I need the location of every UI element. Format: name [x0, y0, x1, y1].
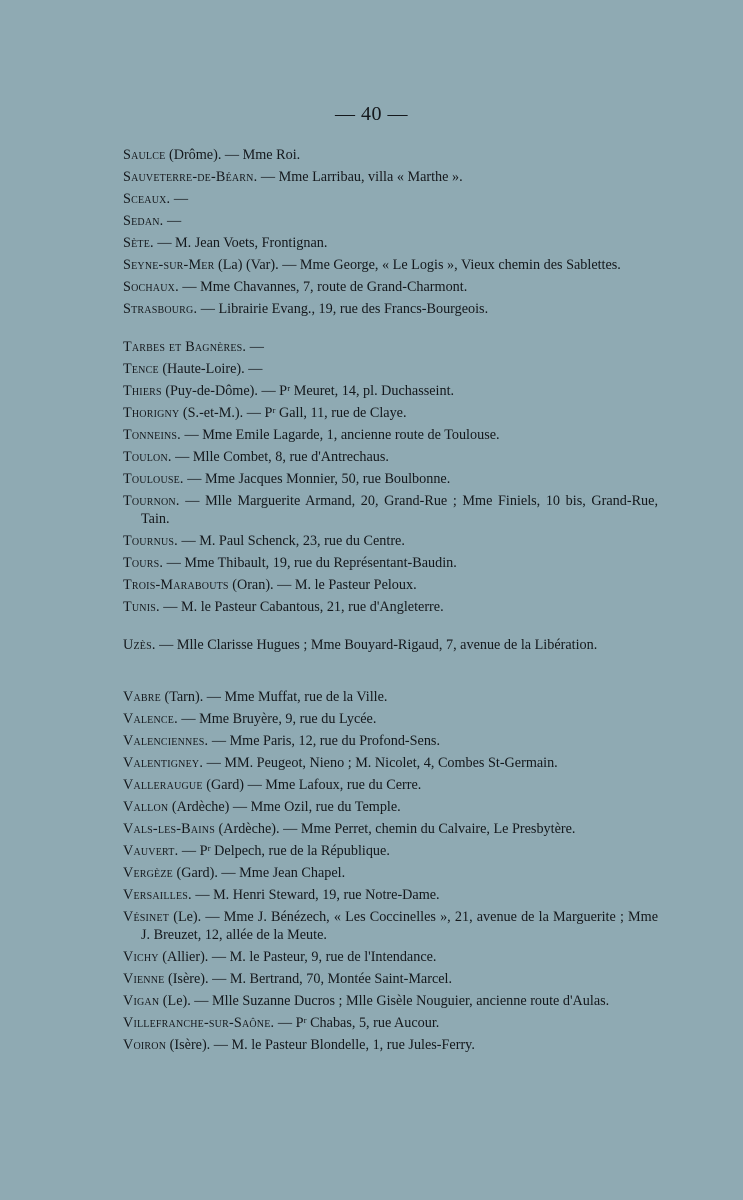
entry-details: — Mme Larribau, villa « Marthe ». — [257, 169, 463, 185]
entry-details: (Ardèche) — Mme Ozil, rue du Temple. — [168, 799, 401, 815]
directory-entry — [123, 256, 658, 274]
place-name: Saulce — [123, 147, 166, 163]
entry-details: (Le). — Mme J. Bénézech, « Les Coccinelles », 21, avenue de la Marguerite ; Mme J. Breuzet, 12, allée de la Meute. — [141, 909, 658, 943]
place-name: Sète. — [123, 235, 154, 251]
directory-entry — [123, 448, 658, 466]
entry-details: (S.-et-M.). — Pʳ Gall, 11, rue de Claye. — [179, 405, 407, 421]
place-name: Sauveterre-de-Béarn. — [123, 169, 258, 185]
directory-entry — [123, 820, 658, 838]
entry-details: — M. Paul Schenck, 23, rue du Centre. — [177, 533, 405, 549]
directory-entry — [123, 776, 658, 794]
place-name: Valence. — [123, 711, 178, 727]
place-name: Tonneins. — [123, 427, 181, 443]
entry-details: (Oran). — M. le Pasteur Peloux. — [228, 577, 417, 593]
entry-details: — M. le Pasteur Cabantous, 21, rue d'Angleterre. — [159, 599, 444, 615]
directory-entry — [123, 426, 658, 444]
place-name: Vauvert. — [123, 843, 179, 859]
place-name: Tournon. — [123, 493, 180, 509]
directory-entry — [123, 992, 658, 1010]
entry-details: — Mme Jacques Monnier, 50, rue Boulbonne. — [183, 471, 451, 487]
place-name: Valentigney. — [123, 755, 204, 771]
directory-entry — [123, 146, 658, 164]
directory-entry — [123, 754, 658, 772]
entry-details: — Mme Bruyère, 9, rue du Lycée. — [177, 711, 377, 727]
entry-details: (Gard). — Mme Jean Chapel. — [172, 865, 346, 881]
place-name: Thiers — [123, 383, 162, 399]
entry-details: — Mlle Marguerite Armand, 20, Grand-Rue ; Mme Finiels, 10 bis, Grand-Rue, Tain. — [141, 493, 658, 527]
entry-details: — Librairie Evang., 19, rue des Francs-Bourgeois. — [197, 301, 489, 317]
directory-list — [123, 146, 658, 1058]
place-name: Vals-les-Bains — [123, 821, 215, 837]
directory-entry — [123, 688, 658, 706]
directory-entry — [123, 798, 658, 816]
letter-section — [123, 146, 658, 318]
directory-entry — [123, 492, 658, 528]
entry-details: (Le). — Mlle Suzanne Ducros ; Mlle Gisèle Nouguier, ancienne route d'Aulas. — [159, 993, 610, 1009]
directory-entry — [123, 576, 658, 594]
directory-entry — [123, 554, 658, 572]
entry-details: (Isère). — M. le Pasteur Blondelle, 1, rue Jules-Ferry. — [166, 1037, 475, 1053]
entry-details: — Mme Emile Lagarde, 1, ancienne route de Toulouse. — [180, 427, 500, 443]
entry-details: (Ardèche). — Mme Perret, chemin du Calvaire, Le Presbytère. — [214, 821, 576, 837]
directory-entry — [123, 234, 658, 252]
place-name: Vichy — [123, 949, 159, 965]
place-name: Uzès. — [123, 637, 156, 653]
place-name: Strasbourg. — [123, 301, 198, 317]
place-name: Tunis. — [123, 599, 160, 615]
directory-entry — [123, 710, 658, 728]
place-name: Toulouse. — [123, 471, 184, 487]
entry-details: — Mme Paris, 12, rue du Profond-Sens. — [208, 733, 440, 749]
entry-details: (Tarn). — Mme Muffat, rue de la Ville. — [160, 689, 388, 705]
entry-details: — M. Henri Steward, 19, rue Notre-Dame. — [191, 887, 440, 903]
entry-details: (Drôme). — Mme Roi. — [165, 147, 301, 163]
directory-entry — [123, 970, 658, 988]
entry-details: (La) (Var). — Mme George, « Le Logis », Vieux chemin des Sablettes. — [214, 257, 621, 273]
place-name: Villefranche-sur-Saône. — [123, 1015, 275, 1031]
place-name: Voiron — [123, 1037, 167, 1053]
letter-section — [123, 688, 658, 1054]
directory-entry — [123, 404, 658, 422]
directory-entry — [123, 732, 658, 750]
place-name: Tarbes et Bagnères. — [123, 339, 247, 355]
directory-entry — [123, 842, 658, 860]
place-name: Versailles. — [123, 887, 192, 903]
entry-details: — MM. Peugeot, Nieno ; M. Nicolet, 4, Combes St-Germain. — [203, 755, 558, 771]
entry-details: — — [163, 213, 182, 229]
directory-entry — [123, 886, 658, 904]
directory-entry — [123, 1014, 658, 1032]
entry-details: (Puy-de-Dôme). — Pʳ Meuret, 14, pl. Duchasseint. — [161, 383, 455, 399]
entry-details: — Mlle Combet, 8, rue d'Antrechaus. — [171, 449, 389, 465]
directory-entry — [123, 190, 658, 208]
letter-section — [123, 338, 658, 616]
place-name: Valenciennes. — [123, 733, 209, 749]
directory-entry — [123, 1036, 658, 1054]
entry-details: (Allier). — M. le Pasteur, 9, rue de l'Intendance. — [158, 949, 437, 965]
entry-details: (Isère). — M. Bertrand, 70, Montée Saint-Marcel. — [164, 971, 453, 987]
directory-entry — [123, 300, 658, 318]
entry-details: — Mlle Clarisse Hugues ; Mme Bouyard-Rigaud, 7, avenue de la Libération. — [155, 637, 598, 653]
entry-details: — Mme Chavannes, 7, route de Grand-Charmont. — [178, 279, 468, 295]
letter-section — [123, 636, 658, 654]
directory-entry — [123, 598, 658, 616]
entry-details: — — [246, 339, 264, 355]
directory-entry — [123, 382, 658, 400]
entry-details: — Mme Thibault, 19, rue du Représentant-Baudin. — [163, 555, 457, 571]
entry-details: — Pʳ Delpech, rue de la République. — [178, 843, 390, 859]
entry-details: — M. Jean Voets, Frontignan. — [153, 235, 328, 251]
place-name: Thorigny — [123, 405, 180, 421]
directory-entry — [123, 278, 658, 296]
place-name: Toulon. — [123, 449, 172, 465]
directory-entry — [123, 212, 658, 230]
page-number: — 40 — — [335, 103, 408, 125]
directory-entry — [123, 864, 658, 882]
directory-entry — [123, 636, 658, 654]
entry-details: — Pʳ Chabas, 5, rue Aucour. — [274, 1015, 440, 1031]
directory-entry — [123, 338, 658, 356]
directory-entry — [123, 470, 658, 488]
place-name: Tournus. — [123, 533, 178, 549]
place-name: Vienne — [123, 971, 165, 987]
directory-entry — [123, 908, 658, 944]
place-name: Vigan — [123, 993, 160, 1009]
place-name: Sceaux. — [123, 191, 171, 207]
place-name: Tence — [123, 361, 159, 377]
place-name: Vabre — [123, 689, 161, 705]
directory-entry — [123, 948, 658, 966]
place-name: Tours. — [123, 555, 164, 571]
place-name: Vésinet — [123, 909, 170, 925]
place-name: Sochaux. — [123, 279, 179, 295]
directory-entry — [123, 360, 658, 378]
place-name: Seyne-sur-Mer — [123, 257, 215, 273]
entry-details: — — [170, 191, 189, 207]
place-name: Vallon — [123, 799, 169, 815]
place-name: Vergèze — [123, 865, 173, 881]
place-name: Sedan. — [123, 213, 164, 229]
place-name: Valleraugue — [123, 777, 203, 793]
entry-details: (Haute-Loire). — — [158, 361, 263, 377]
entry-details: (Gard) — Mme Lafoux, rue du Cerre. — [202, 777, 422, 793]
place-name: Trois-Marabouts — [123, 577, 229, 593]
directory-entry — [123, 168, 658, 186]
directory-entry — [123, 532, 658, 550]
